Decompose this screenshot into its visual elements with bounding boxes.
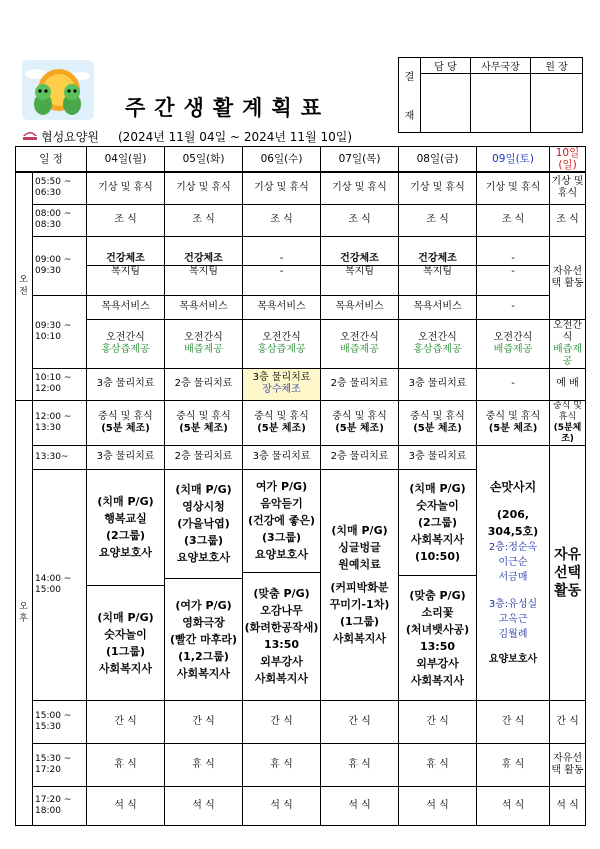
cell-breakfast: 조 식 [399,204,477,236]
cell-breakfast: 조 식 [321,204,399,236]
fri-program-a: (치매 P/G) 숫자놀이 (2그룹) 사회복지사 (10:50) [399,470,476,576]
cell-mon-0900: 건강체조 복지팀 [87,236,165,295]
cell-pt: 3층 물리치료 [243,445,321,469]
time-1200: 12:00 ~ 13:30 [33,400,87,445]
time-1330: 13:30~ [33,445,87,469]
cell-snack-tue: 오전간식 배즙제공 [165,319,243,368]
cell-snack-sat: 오전간식 배즙제공 [477,319,550,368]
cell-sun-free: 자유선택 활동 [550,236,586,319]
cell-pt: 3층 물리치료 [87,368,165,400]
facility-logo [22,60,94,120]
cell-rest: 기상 및 휴식 [321,172,399,204]
section-pm: 오 후 [16,400,33,825]
cell-lunch-sun: 중식 및 휴식 (5분체조) [550,400,586,445]
sign-box-manager [421,74,471,133]
row-snack-pm [16,700,586,743]
cell-tue-program [165,469,243,700]
cell-snack-fri: 오전간식 홍삼즙제공 [399,319,477,368]
cell-rest-pm: 휴 식 [477,743,550,786]
cell-thu-program: (치매 P/G) 싱글벙글 원예치료 (커피박화분 꾸미기-1차) (1그룹) 사회복지사 [321,469,399,700]
cell-lunch: 중식 및 휴식 (5분 체조) [321,400,399,445]
approval-side: 결 재 [399,58,421,133]
cell-sat-massage: 손맛사지 (206, 304,5호) 2층:정순옥 이근순 서금매 3층:유성실 고옥근 김월례 요양보호사 [477,445,550,700]
cell-wed-program [243,469,321,700]
time-1720: 17:20 ~ 18:00 [33,786,87,825]
cell-fri-program [399,469,477,700]
cell-lunch: 중식 및 휴식 (5분 체조) [477,400,550,445]
time-1500: 15:00 ~ 15:30 [33,700,87,743]
cell-free-pm-sun: 자유선택 활동 [550,743,586,786]
cell-dinner: 석 식 [87,786,165,825]
day-sat: 09일(토) [477,147,550,173]
cell-snack-pm: 간 식 [165,700,243,743]
cell-lunch: 중식 및 휴식 (5분 체조) [87,400,165,445]
cell-bath: 목욕서비스 [87,295,165,319]
mon-program-b: (치매 P/G) 숫자놀이 (1그룹) 사회복지사 [97,610,154,675]
section-am: 오 전 [16,172,33,400]
cell-pt: 3층 물리치료 [399,368,477,400]
cell-sun-program: 자유 선택 활동 [550,445,586,700]
cell-lunch: 중식 및 휴식 (5분 체조) [399,400,477,445]
cell-breakfast: 조 식 [165,204,243,236]
cell-bath: 목욕서비스 [165,295,243,319]
cell-thu-0900: 건강체조 복지팀 [321,236,399,295]
cell-bath: 목욕서비스 [243,295,321,319]
cell-breakfast: 조 식 [243,204,321,236]
day-sun: 10일(일) [550,147,586,173]
cell-snack-pm: 간 식 [550,700,586,743]
cell-pt: 3층 물리치료 [87,445,165,469]
org-name: 협성요양원 [41,130,99,144]
cell-rest-pm: 휴 식 [165,743,243,786]
fri-program-b: (맞춤 P/G) 소리꽃 (처녀뱃사공) 13:50 외부강사 사회복지사 [405,588,470,687]
cell-rest-pm: 휴 식 [321,743,399,786]
cell-rest: 기상 및 휴식 [243,172,321,204]
cell-pt: 2층 물리치료 [165,368,243,400]
cell-lunch: 중식 및 휴식 (5분 체조) [165,400,243,445]
cell-mon-program [87,469,165,700]
cell-dinner: 석 식 [550,786,586,825]
cell-snack-mon: 오전간식 홍삼즙제공 [87,319,165,368]
row-wakeup [16,172,586,204]
cell-bath: 목욕서비스 [399,295,477,319]
cell-snack-pm: 간 식 [87,700,165,743]
cell-snack-pm: 간 식 [399,700,477,743]
cell-snack-thu: 오전간식 배즙제공 [321,319,399,368]
cell-wed-0900: - - [243,236,321,295]
time-0800: 08:00 ~ 08:30 [33,204,87,236]
row-pt-am [16,368,586,400]
cell-dinner: 석 식 [399,786,477,825]
cell-fri-0900: 건강체조 복지팀 [399,236,477,295]
wed-program-a: 여가 P/G) 음악듣기 (건강에 좋은) (3그룹) 요양보호사 [243,470,320,573]
cell-dinner: 석 식 [477,786,550,825]
row-lunch [16,400,586,445]
cell-rest: 기상 및 휴식 [399,172,477,204]
cell-pt-wed: 3층 물리치료 장수체조 [243,368,321,400]
cell-rest: 기상 및 휴식 [477,172,550,204]
time-0900: 09:00 ~ 09:30 [33,236,87,295]
cell-sat-0900: - - [477,236,550,295]
org-emblem-icon [22,129,38,144]
approval-box [398,57,583,133]
time-0550: 05:50 ~ 06:30 [33,172,87,204]
cell-rest: 기상 및 휴식 [165,172,243,204]
cell-pt: 2층 물리치료 [321,445,399,469]
cell-rest: 기상 및 휴식 [550,172,586,204]
organization [22,128,99,145]
cell-pt: 2층 물리치료 [165,445,243,469]
cell-rest-pm: 휴 식 [399,743,477,786]
role-manager: 담 당 [421,58,471,74]
header-row [16,147,586,173]
cell-breakfast: 조 식 [477,204,550,236]
cell-snack-pm: 간 식 [477,700,550,743]
page-title: 주간생활계획표 [125,96,331,120]
day-tue: 05일(화) [165,147,243,173]
time-1400: 14:00 ~ 15:00 [33,469,87,700]
role-director: 원 장 [531,58,583,74]
row-pt-pm [16,445,586,469]
cell-dinner: 석 식 [321,786,399,825]
corner-cell: 일 정 [16,147,87,173]
cell-rest-pm: 휴 식 [243,743,321,786]
schedule-period: (2024년 11월 04일 ~ 2024년 11월 10일) [118,130,353,144]
cell-snack-wed: 오전간식 홍삼즙제공 [243,319,321,368]
sign-box-office-director [471,74,531,133]
cell-pt: 2층 물리치료 [321,368,399,400]
cell-dinner: 석 식 [243,786,321,825]
tue-program-a: (치매 P/G) 영상시청 (가을낙엽) (3그룹) 요양보호사 [165,470,242,579]
cell-worship: 예 배 [550,368,586,400]
tue-program-b: (여가 P/G) 영화극장 (빨간 마후라) (1,2그룹) 사회복지사 [169,598,237,680]
row-bath [16,295,586,319]
cell-breakfast: 조 식 [550,204,586,236]
cell-breakfast: 조 식 [87,204,165,236]
day-fri: 08일(금) [399,147,477,173]
cell-snack-sun: 오전간식 배즙제공 [550,319,586,368]
cell-bath: 목욕서비스 [321,295,399,319]
row-dinner [16,786,586,825]
cell-lunch: 중식 및 휴식 (5분 체조) [243,400,321,445]
mon-program-a: (치매 P/G) 행복교실 (2그룹) 요양보호사 [87,470,164,586]
cell-dash: - [477,368,550,400]
cell-dinner: 석 식 [165,786,243,825]
row-snack-am [16,319,586,368]
day-wed: 06일(수) [243,147,321,173]
cell-tue-0900: 건강체조 복지팀 [165,236,243,295]
cell-rest-pm: 휴 식 [87,743,165,786]
day-thu: 07일(목) [321,147,399,173]
wed-program-b: (맞춤 P/G) 오감나무 (화려한공작새) 13:50 외부강사 사회복지사 [244,587,319,685]
cell-dash: - [477,295,550,319]
weekly-schedule-table [15,146,586,826]
cell-snack-pm: 간 식 [243,700,321,743]
row-0900 [16,236,586,295]
cell-snack-pm: 간 식 [321,700,399,743]
row-breakfast [16,204,586,236]
time-0930: 09:30 ~ 10:10 [33,295,87,368]
cell-rest: 기상 및 휴식 [87,172,165,204]
sign-box-director [531,74,583,133]
cell-pt: 3층 물리치료 [399,445,477,469]
role-office-director: 사무국장 [471,58,531,74]
time-1010: 10:10 ~ 12:00 [33,368,87,400]
time-1530: 15:30 ~ 17:20 [33,743,87,786]
day-mon: 04일(월) [87,147,165,173]
row-rest-pm [16,743,586,786]
